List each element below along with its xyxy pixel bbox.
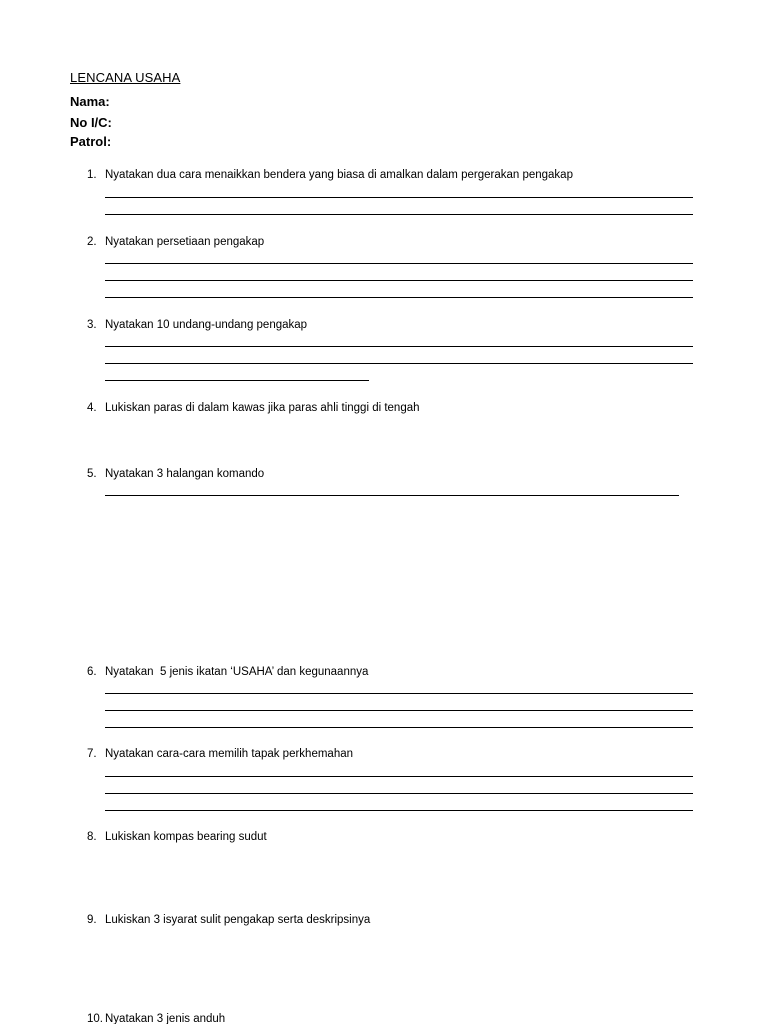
answer-line[interactable] [105,810,693,811]
answer-line[interactable] [105,363,693,364]
question-10 [87,1013,225,1024]
ic-label: No I/C: [70,115,112,130]
question-4 [87,402,420,414]
answer-line[interactable] [105,214,693,215]
answer-line[interactable] [105,495,679,496]
worksheet-title: LENCANA USAHA [70,70,181,85]
question-text: Lukiskan 3 isyarat sulit pengakap serta deskripsinya [105,914,371,926]
question-text: Nyatakan 3 halangan komando [105,468,265,480]
answer-line[interactable] [105,380,369,381]
question-number: 10. [87,1013,103,1024]
question-2 [87,236,264,248]
answer-line[interactable] [105,727,693,728]
patrol-label: Patrol: [70,134,112,149]
answer-line[interactable] [105,346,693,347]
question-text: Lukiskan paras di dalam kawas jika paras ahli tinggi di tengah [105,402,420,414]
question-number: 6. [87,666,97,678]
question-number: 9. [87,914,97,926]
question-number: 1. [87,169,97,181]
answer-line[interactable] [105,793,693,794]
question-number: 3. [87,319,97,331]
question-text: Nyatakan cara-cara memilih tapak perkhemahan [105,748,354,760]
question-3 [87,319,307,331]
question-text: Nyatakan 3 jenis anduh [105,1013,226,1024]
question-1 [87,169,573,181]
question-text: Nyatakan dua cara menaikkan bendera yang biasa di amalkan dalam pergerakan pengakap [105,169,573,181]
answer-line[interactable] [105,263,693,264]
answer-line[interactable] [105,280,693,281]
name-label: Nama: [70,94,110,109]
answer-line[interactable] [105,710,693,711]
question-5 [87,468,264,480]
question-number: 5. [87,468,97,480]
question-9 [87,914,370,926]
answer-line[interactable] [105,776,693,777]
question-text: Nyatakan persetiaan pengakap [105,236,265,248]
question-number: 4. [87,402,97,414]
question-6 [87,666,368,678]
answer-line[interactable] [105,693,693,694]
answer-line[interactable] [105,197,693,198]
answer-line[interactable] [105,297,693,298]
question-number: 8. [87,831,97,843]
question-7 [87,748,353,760]
question-text: Nyatakan 10 undang-undang pengakap [105,319,308,331]
question-8 [87,831,267,843]
question-number: 7. [87,748,97,760]
question-number: 2. [87,236,97,248]
question-text: Lukiskan kompas bearing sudut [105,831,267,843]
question-text: Nyatakan 5 jenis ikatan ‘USAHA’ dan kegunaannya [105,666,369,678]
